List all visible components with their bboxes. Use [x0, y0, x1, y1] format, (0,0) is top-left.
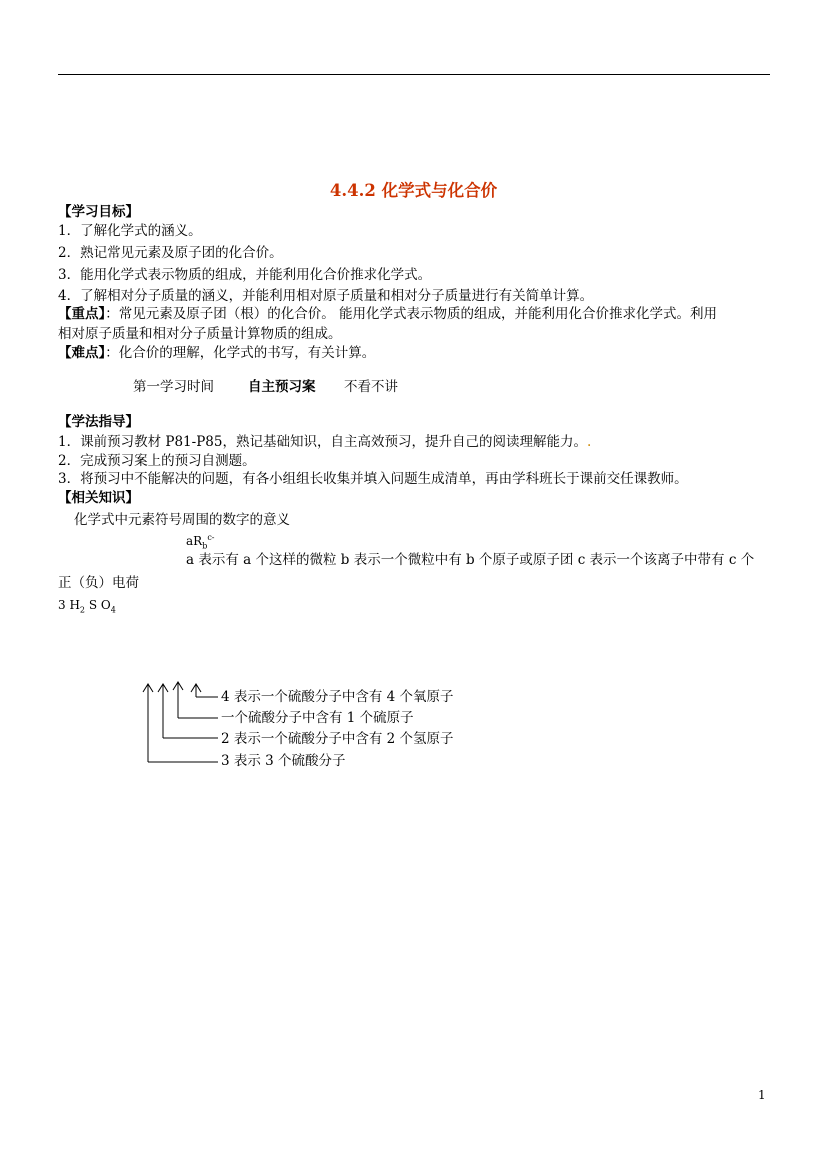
key-points-text: ：常见元素及原子团（根）的化合价。 能用化学式表示物质的组成，并能利用化合价推求化学式。利用: [105, 306, 718, 322]
session-note: 不看不讲: [344, 379, 398, 395]
annotation-sulfur: 一个硫酸分子中含有 1 个硫原子: [221, 710, 414, 726]
formula-coefficient-h: 3 H: [58, 598, 80, 612]
objective-item-1: 1．了解化学式的涵义。: [58, 223, 202, 239]
ion-notation-symbol: aR: [186, 534, 203, 548]
key-points-line2: 相对原子质量和相对分子质量计算物质的组成。: [58, 326, 342, 342]
formula-sub-o: 4: [110, 605, 116, 615]
related-intro: 化学式中元素符号周围的数字的意义: [74, 512, 290, 528]
key-points-label: 【重点】: [58, 306, 106, 322]
formula-sub-h: 2: [79, 605, 86, 615]
arrow-2: [158, 684, 168, 738]
formula-s-o: S O: [85, 598, 111, 612]
ion-notation-sup: c-: [207, 533, 215, 542]
method-item-2: 2．完成预习案上的预习自测题。: [58, 453, 256, 469]
difficult-points-label: 【难点】: [58, 345, 106, 361]
arrow-1: [173, 682, 183, 718]
method-item-1-tail: .: [586, 434, 592, 450]
ion-notation-sub: b: [202, 541, 208, 551]
notation-explanation-line1: a 表示有 a 个这样的微粒 b 表示一个微粒中有 b 个原子或原子团 c 表示一个该离子中带有 c 个: [186, 552, 755, 568]
objectives-heading: 【学习目标】: [58, 204, 139, 220]
arrow-3: [143, 684, 153, 762]
difficult-points-text: ：化合价的理解，化学式的书写，有关计算。: [105, 345, 376, 361]
method-item-3: 3．将预习中不能解决的问题，有各小组组长收集并填入问题生成清单，再由学科班长于课前交任课教师。: [58, 471, 688, 487]
objective-item-4: 4．了解相对分子质量的涵义，并能利用相对原子质量和相对分子质量进行有关简单计算。: [58, 288, 594, 304]
arrow-4: [191, 684, 201, 697]
objective-item-3: 3．能用化学式表示物质的组成，并能利用化合价推求化学式。: [58, 267, 432, 283]
session-time: 第一学习时间: [133, 379, 214, 395]
notation-explanation-line2: 正（负）电荷: [58, 575, 139, 591]
objective-item-2: 2．熟记常见元素及原子团的化合价。: [58, 245, 283, 261]
method-item-1-text: 1．课前预习教材 P81-P85，熟记基础知识，自主高效预习，提升自己的阅读理解能力。: [58, 434, 587, 450]
annotation-molecules: 3 表示 3 个硫酸分子: [221, 753, 346, 769]
document-title: 4.4.2 化学式与化合价: [329, 181, 498, 200]
related-heading: 【相关知识】: [58, 490, 139, 506]
method-heading: 【学法指导】: [58, 414, 139, 430]
annotation-oxygen: 4 表示一个硫酸分子中含有 4 个氧原子: [221, 689, 454, 705]
page-number: 1: [758, 1088, 766, 1102]
annotation-hydrogen: 2 表示一个硫酸分子中含有 2 个氢原子: [221, 731, 454, 747]
session-name: 自主预习案: [248, 379, 316, 395]
